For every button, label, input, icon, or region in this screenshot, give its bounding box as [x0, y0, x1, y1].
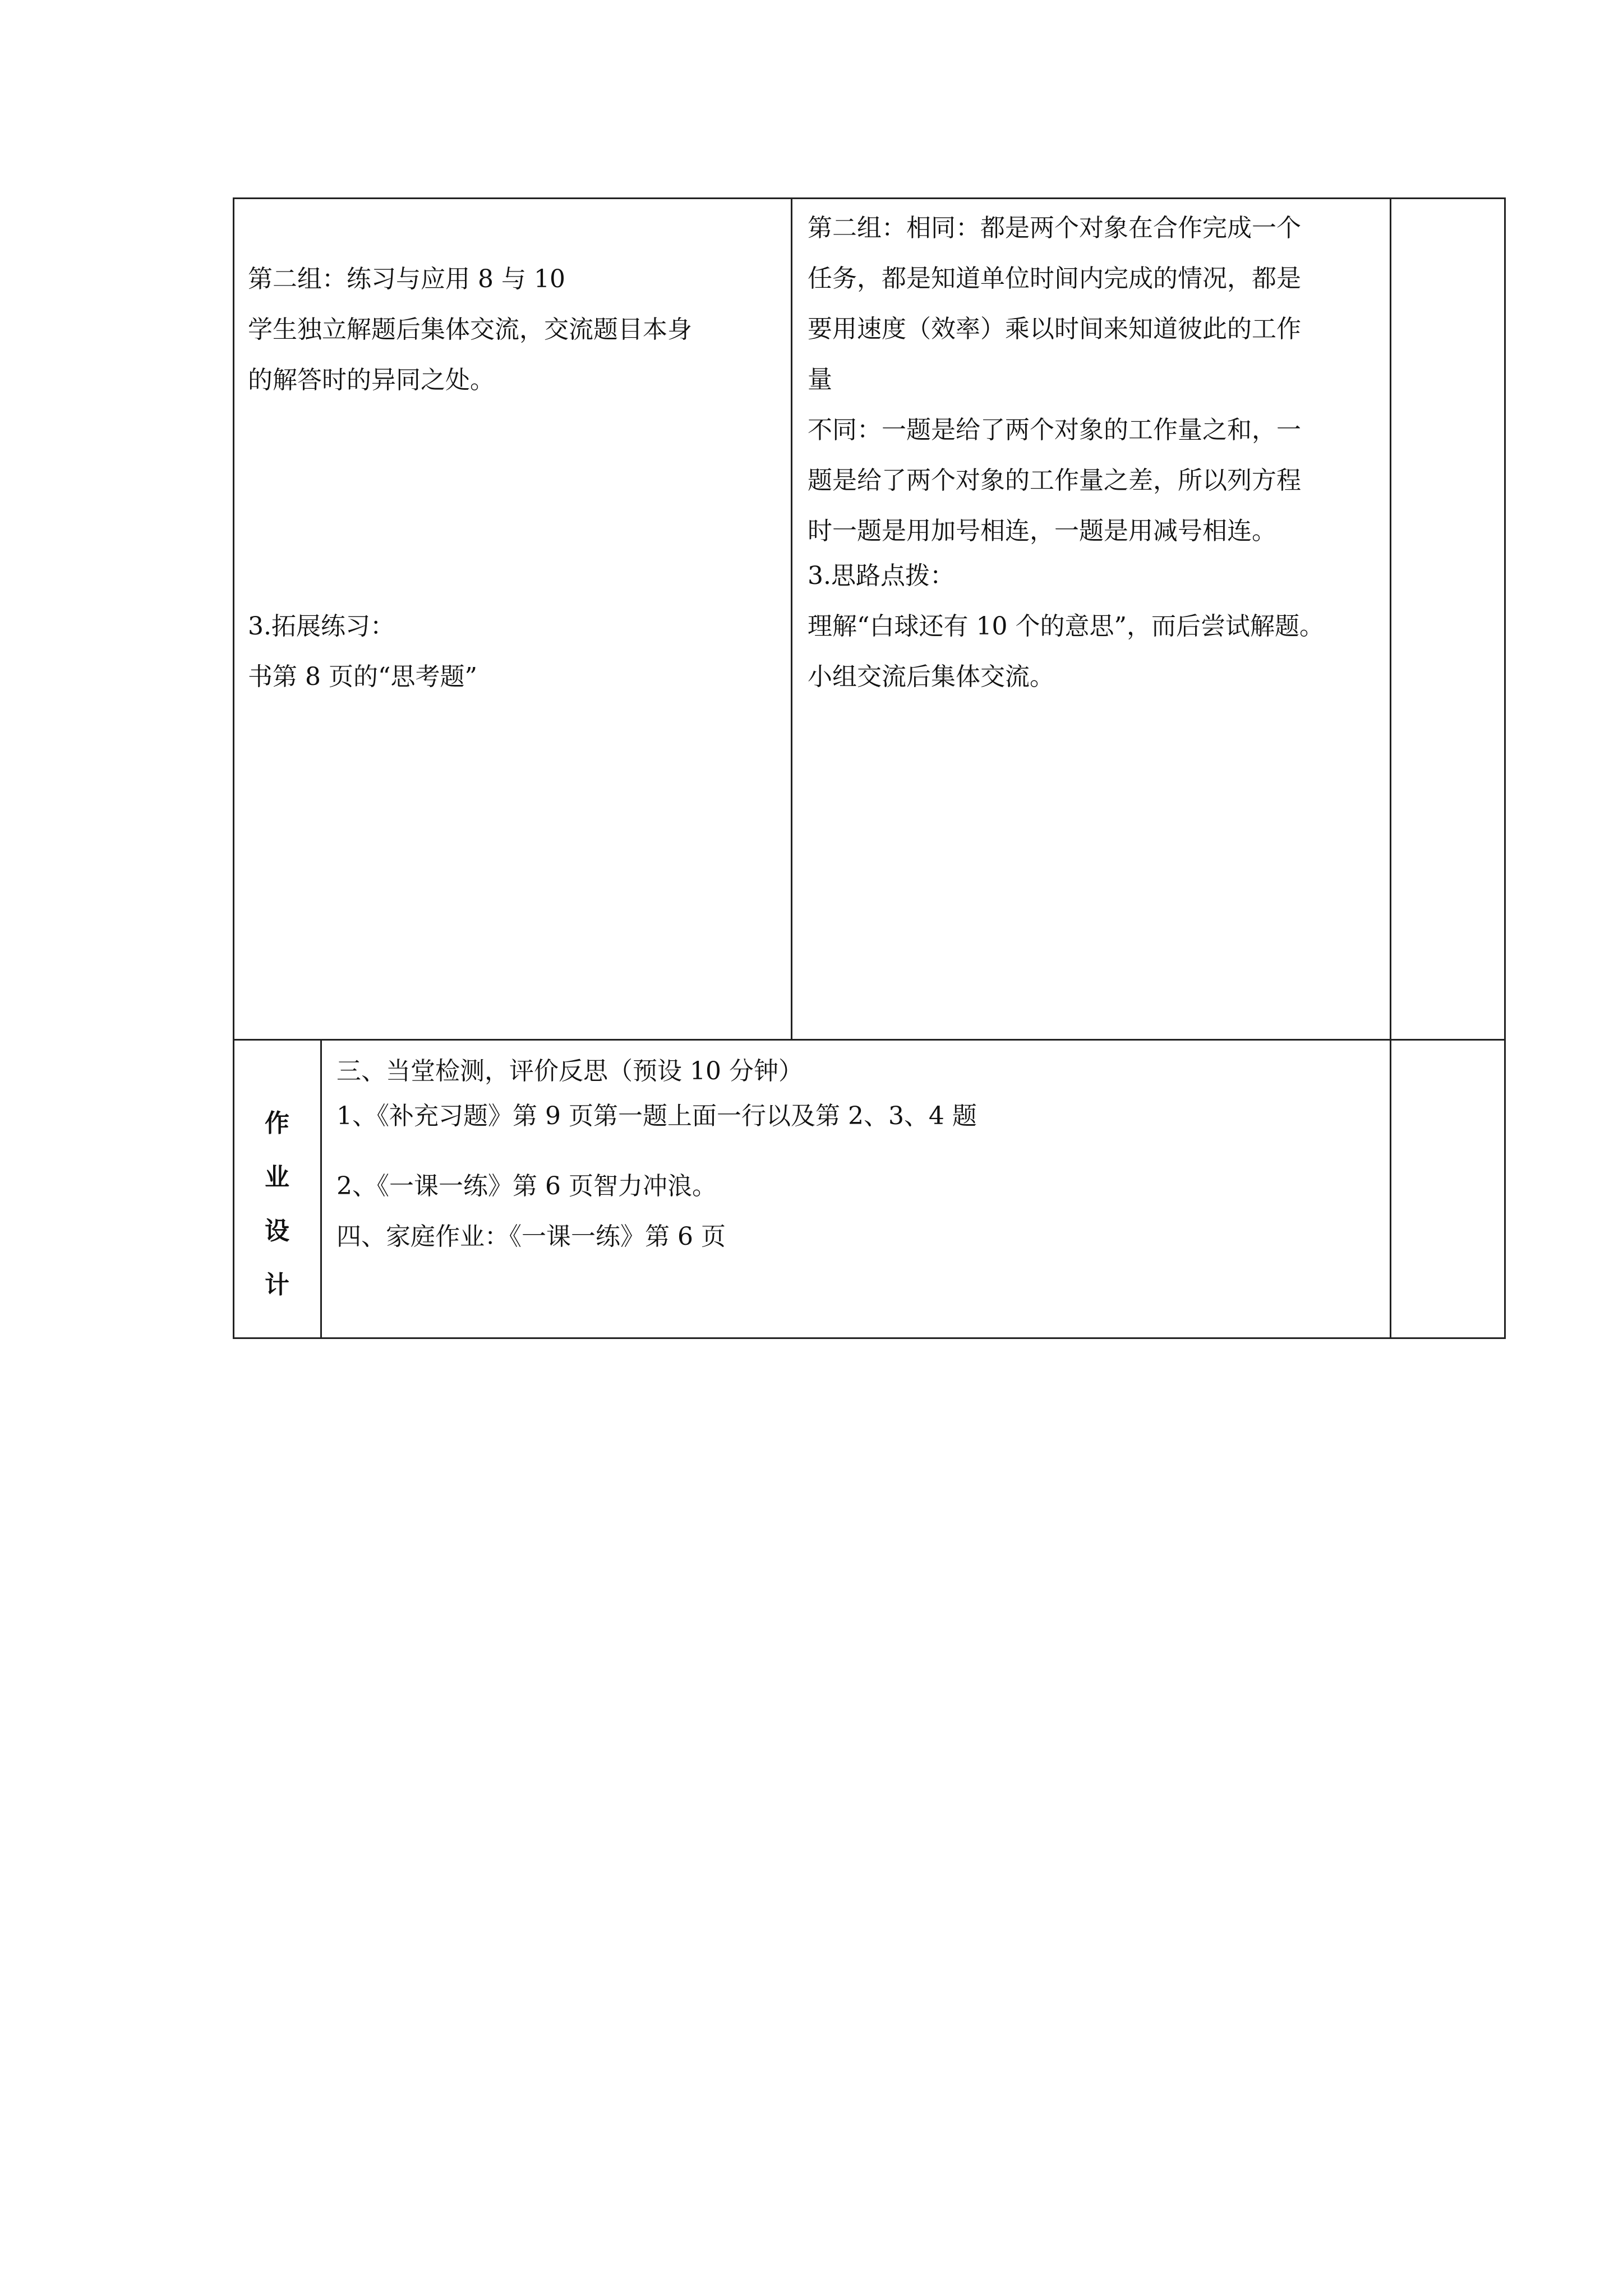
- table-bottom-border: [233, 1337, 1506, 1339]
- left-line-2: 学生独立解题后集体交流，交流题目本身: [248, 315, 692, 344]
- right-line-3: 要用速度（效率）乘以时间来知道彼此的工作: [808, 315, 1301, 343]
- right-line-10: 小组交流后集体交流。: [808, 662, 1054, 691]
- table-right-border: [1504, 197, 1506, 1339]
- label-char-4: 计: [265, 1271, 289, 1299]
- homework-design-label: [233, 1097, 321, 1312]
- homework-line-1: 三、当堂检测，评价反思（预设 10 分钟）: [336, 1057, 803, 1085]
- homework-line-2: 1、《补充习题》第 9 页第一题上面一行以及第 2、3、4 题: [336, 1102, 977, 1130]
- label-char-3: 设: [265, 1217, 289, 1245]
- label-char-1: 作: [265, 1109, 289, 1138]
- row-divider: [233, 1039, 1506, 1041]
- right-line-6: 题是给了两个对象的工作量之差，所以列方程: [808, 466, 1301, 495]
- right-line-2: 任务，都是知道单位时间内完成的情况，都是: [808, 264, 1301, 293]
- row1-column-divider: [791, 197, 792, 1040]
- left-line-1: 第二组：练习与应用 8 与 10: [248, 265, 565, 293]
- right-line-7: 时一题是用加号相连，一题是用减号相连。: [808, 517, 1276, 545]
- left-line-3: 的解答时的异同之处。: [248, 366, 495, 394]
- label-char-2: 业: [265, 1163, 289, 1191]
- left-line-5: 书第 8 页的“思考题”: [248, 662, 477, 691]
- right-line-1: 第二组：相同：都是两个对象在合作完成一个: [808, 214, 1301, 242]
- homework-line-4: 四、家庭作业：《一课一练》第 6 页: [336, 1222, 726, 1251]
- right-line-4: 量: [808, 365, 832, 394]
- left-line-4: 3.拓展练习：: [248, 612, 395, 641]
- notes-column-divider: [1390, 197, 1391, 1339]
- right-line-5: 不同：一题是给了两个对象的工作量之和，一: [808, 416, 1301, 444]
- homework-line-3: 2、《一课一练》第 6 页智力冲浪。: [336, 1172, 717, 1200]
- right-line-8: 3.思路点拨：: [808, 562, 955, 590]
- table-top-border: [233, 197, 1506, 199]
- right-line-9: 理解“白球还有 10 个的意思”，而后尝试解题。: [808, 612, 1324, 641]
